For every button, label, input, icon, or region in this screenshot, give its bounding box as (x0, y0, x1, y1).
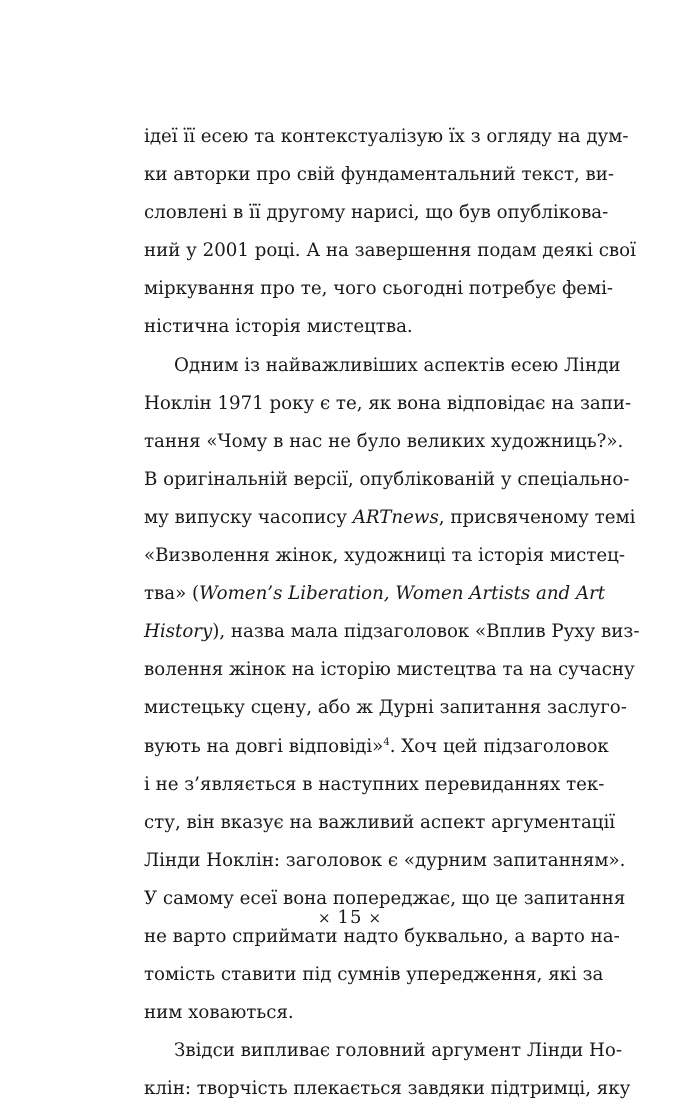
text-line: «Визволення жінок, художниці та історія мистец- (144, 545, 626, 567)
text-line: ністична історія мистецтва. (144, 316, 413, 338)
text-line: Ноклін 1971 року є те, як вона відповідає на запи- (144, 392, 632, 414)
text-run: ), назва мала підзаголовок «Вплив Руху виз- (212, 621, 640, 643)
page-number-value: 15 (337, 907, 363, 928)
text-line: сту, він вказує на важливий аспект аргументації (144, 811, 616, 833)
text-line: тання «Чому в нас не було великих художниць?». (144, 430, 624, 452)
italic-title: History (144, 621, 213, 643)
text-line: міркування про те, чого сьогодні потребує фемі- (144, 278, 614, 300)
text-line (144, 575, 606, 613)
text-line: словлені в її другому нарисі, що був опублікова- (144, 202, 609, 224)
text-run: тва» ( (144, 583, 200, 605)
text-line: не варто сприймати надто буквально, а варто на- (144, 925, 620, 947)
text-line: ним ховаються. (144, 1002, 294, 1024)
italic-title: ARTnews (352, 506, 439, 528)
text-line: і не з’являється в наступних перевиданнях тек- (144, 773, 605, 795)
text-line: ний у 2001 році. А на завершення подам деякі свої (144, 240, 636, 262)
text-line: ки авторки про свій фундаментальний текст, ви- (144, 164, 615, 186)
text-line: волення жінок на історію мистецтва та на сучасну (144, 659, 635, 681)
text-run: му випуску часопису (144, 506, 353, 528)
text-run: . Хоч цей підзаголовок (389, 735, 609, 757)
folio-ornament-left: × (317, 909, 332, 927)
text-line: клін: творчість плекається завдяки підтримці, яку (144, 1078, 631, 1100)
text-line (144, 728, 609, 766)
text-line (144, 499, 636, 537)
folio-ornament-right: × (368, 909, 383, 927)
text-line: В оригінальній версії, опублікованій у спеціально- (144, 468, 630, 490)
text-line: Одним із найважливіших аспектів есею Лінди (174, 354, 621, 376)
page-number (0, 906, 700, 930)
text-line: ідеї її есею та контекстуалізую їх з огляду на дум- (144, 126, 629, 147)
text-line: Звідси випливає головний аргумент Лінди Но- (174, 1040, 623, 1062)
text-run: , присвяченому темі (438, 506, 636, 528)
text-line: мистецьку сцену, або ж Дурні запитання заслуго- (144, 697, 627, 719)
text-line (144, 613, 640, 651)
text-line: Лінди Ноклін: заголовок є «дурним запитанням». (144, 849, 626, 871)
footnote-marker: 4 (383, 736, 390, 748)
italic-title: Women’s Liberation, Women Artists and Art (199, 583, 606, 605)
text-line: У самому есеї вона попереджає, що це запитання (144, 887, 626, 909)
text-line: томість ставити під сумнів упередження, які за (144, 964, 604, 986)
text-run: вують на довгі відповіді» (144, 735, 384, 757)
body-text (144, 118, 640, 1108)
